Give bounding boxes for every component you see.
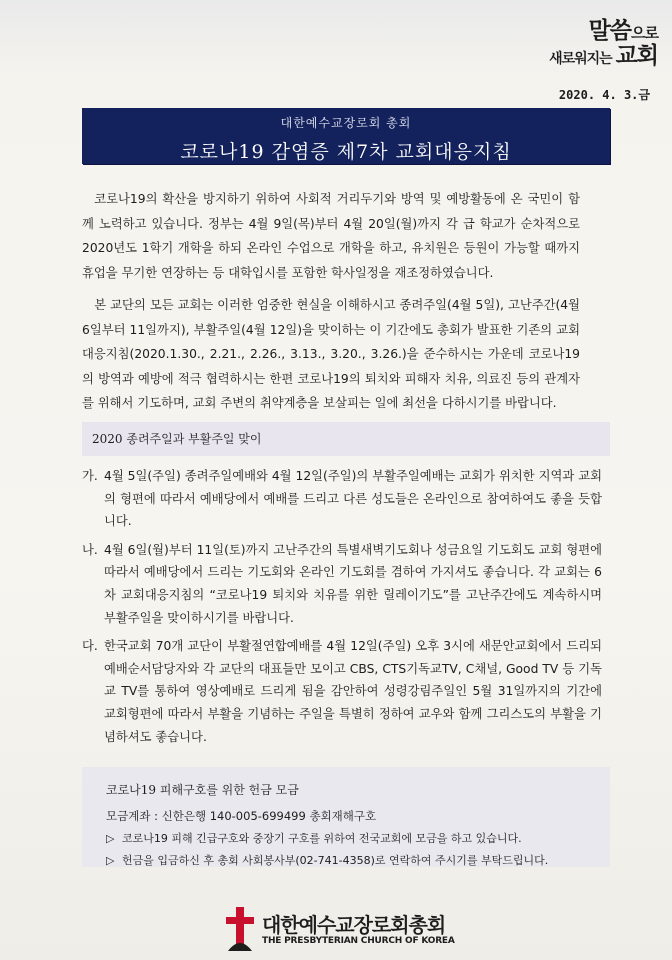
- slogan: [538, 20, 658, 68]
- guideline-list: [82, 465, 602, 754]
- footer-logo: [222, 905, 472, 953]
- church-cross-logo-icon: [222, 905, 258, 953]
- list-item-text: 4월 5일(주일) 종려주일예배와 4월 12일(주일)의 부활주일예배는 교회가 위치한 지역과 교회의 형편에 따라서 예배당에서 예배를 드리고 다른 성도들은 온라인으로 참여하여도 좋을 듯합니다.: [104, 469, 602, 529]
- slogan-line1-suffix: 으로: [631, 24, 658, 42]
- list-item-marker: 다.: [82, 639, 98, 654]
- donation-account: 모금계좌 : 신한은행 140-005-699499 총회재해구호: [106, 809, 377, 823]
- title-banner: [82, 108, 610, 164]
- list-item-marker: 가.: [82, 469, 98, 483]
- list-item: [82, 635, 602, 748]
- triangle-icon: ▷: [106, 832, 115, 845]
- slogan-line2: 새로워지는: [549, 51, 616, 67]
- list-item: [82, 465, 602, 533]
- section-heading: 2020 종려주일과 부활주일 맞이: [82, 422, 610, 456]
- document-date: 2020. 4. 3.금: [558, 88, 650, 102]
- triangle-icon: ▷: [106, 854, 115, 867]
- page-title: 코로나19 감염증 제7차 교회대응지침: [180, 141, 512, 163]
- footer-name-english: THE PRESBYTERIAN CHURCH OF KOREA: [262, 936, 455, 946]
- intro-paragraph-1: [82, 187, 580, 285]
- slogan-line1: 말씀: [588, 18, 632, 44]
- intro-text-1: 코로나19의 확산을 방지하기 위하여 사회적 거리두기와 방역 및 예방활동에 온 국민이 함께 노력하고 있습니다. 정부는 4월 9일(목)부터 4월 20일(월)까지 각 급 학교가 순차적으로 2020년도 1학기 개학을 하되 온라인 수업으로 개학을 하고, 유치원은 등원이 가능할 때까지 휴업을 무기한 연장하는 등 대학입시를 포함한 학사일정을 재조정하였습니다.: [82, 192, 580, 280]
- donation-note: [106, 830, 596, 846]
- donation-note-text: 코로나19 피해 긴급구호와 중장기 구호를 위하여 전국교회에 모금을 하고 있습니다.: [122, 832, 522, 845]
- donation-note: [106, 852, 596, 868]
- list-item: [82, 539, 602, 629]
- list-item-text: 4월 6일(월)부터 11일(토)까지 고난주간의 특별새벽기도회나 성금요일 기도회도 교회 형편에 따라서 예배당에서 드리는 기도회와 온라인 기도회를 겸하여 가지셔도 좋습니다. 각 교회는 6차 교회대응지침의 “코로나19 퇴치와 치유를 위한 릴레이기도”를 고난주간에도 계속하시며 부활주일을 맞이하시기를 바랍니다.: [104, 542, 602, 625]
- donation-box: [82, 767, 610, 867]
- donation-heading: 코로나19 피해구호를 위한 헌금 모금: [106, 783, 299, 797]
- list-item-text: 한국교회 70개 교단이 부활절연합예배를 4월 12일(주일) 오후 3시에 새문안교회에서 드리되 예배순서담당자와 각 교단의 대표들만 모이고 CBS, CTS기독교TV, C채널, Good TV 등 기독교 TV를 통하여 영상예배로 드리게 됨을 감안하여 성령강림주일인 5월 31일까지의 기간에 교회형편에 따라서 부활을 기념하는 주일을 특별히 정하여 교우와 함께 그리스도의 부활을 기념하셔도 좋습니다.: [104, 639, 602, 744]
- intro-paragraph-2: [82, 293, 580, 416]
- slogan-line2-big: 교회: [615, 43, 658, 69]
- title-org: 대한예수교장로회 총회: [280, 116, 412, 130]
- list-item-marker: 나.: [82, 542, 98, 557]
- footer-name-korean: 대한예수교장로회총회: [262, 913, 446, 937]
- donation-note-text: 헌금을 입금하신 후 총회 사회봉사부(02-741-4358)로 연락하여 주시기를 부탁드립니다.: [122, 854, 549, 867]
- intro-text-2: 본 교단의 모든 교회는 이러한 엄중한 현실을 이해하시고 종려주일(4월 5일), 고난주간(4월 6일부터 11일까지), 부활주일(4월 12일)을 맞이하는 이 기간에도 총회가 발표한 기존의 교회대응지침(2020.1.30., 2.21., 2.26., 3.13., 3.20., 3.26.)을 준수하시는 가운데 코로나19의 방역과 예방에 적극 협력하시는 한편 코로나19의 퇴치와 피해자 치유, 의료진 등의 관계자를 위해서 기도하며, 교회 주변의 취약계층을 보살피는 일에 최선을 다하시기를 바랍니다.: [82, 298, 580, 410]
